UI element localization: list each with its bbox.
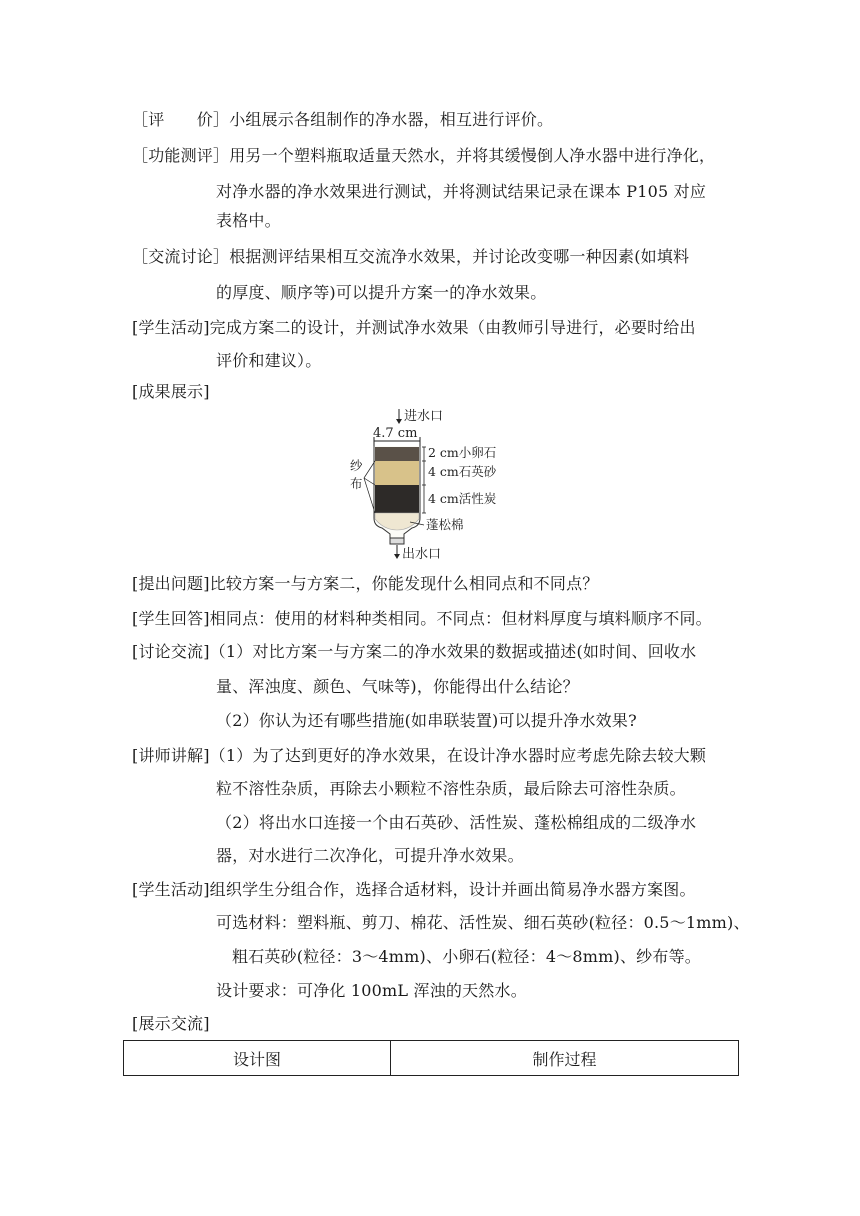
text-line: 器，对水进行二次净化，可提升净水效果。 (216, 846, 524, 865)
outlet-label: 出水口 (402, 547, 442, 562)
layer2-label: 4 cm石英砂 (428, 464, 497, 479)
text-line: 粗石英砂(粒径：3～4mm)、小卵石(粒径：4～8mm)、纱布等。 (232, 947, 701, 966)
water-filter-figure (340, 406, 510, 566)
text-line: ［功能测评］用另一个塑料瓶取适量天然水，并将其缓慢倒人净水器中进行净化， (132, 146, 716, 165)
inlet-label: 进水口 (404, 409, 444, 424)
table-header-process: 制作过程 (391, 1041, 739, 1076)
text-line: [学生活动]组织学生分组合作，选择合适材料，设计并画出简易净水器方案图。 (132, 880, 696, 899)
width-label: 4.7 cm (373, 426, 418, 441)
text-line: [提出问题]比较方案一与方案二，你能发现什么相同点和不同点？ (132, 574, 599, 593)
table-header-design: 设计图 (124, 1041, 391, 1076)
section-heading: [展示交流] (132, 1014, 210, 1033)
text-line: （2）将出水口连接一个由石英砂、活性炭、蓬松棉组成的二级净水 (216, 813, 697, 832)
cotton-label: 蓬松棉 (426, 517, 464, 532)
text-line: [学生回答]相同点：使用的材料种类相同。不同点：但材料厚度与填料顺序不同。 (132, 609, 712, 628)
text-line: [学生活动]完成方案二的设计，并测试净水效果（由教师引导进行，必要时给出 (132, 318, 696, 337)
text-line: 的厚度、顺序等)可以提升方案一的净水效果。 (216, 283, 547, 302)
text-line: [讲师讲解]（1）为了达到更好的净水效果，在设计净水器时应考虑先除去较大颗 (132, 746, 707, 765)
text-line: ［交流讨论］根据测评结果相互交流净水效果，并讨论改变哪一种因素(如填料 (132, 247, 690, 266)
display-table (123, 1040, 739, 1076)
layer1-label: 2 cm小卵石 (428, 445, 497, 460)
gauze-label-2: 布 (350, 476, 363, 491)
text-line: 设计要求：可净化 100mL 浑浊的天然水。 (216, 981, 527, 1000)
section-heading: [成果展示] (132, 382, 210, 401)
text-line: 粒不溶性杂质，再除去小颗粒不溶性杂质，最后除去可溶性杂质。 (216, 779, 686, 798)
text-line: （2）你认为还有哪些措施(如串联装置)可以提升净水效果? (216, 711, 637, 730)
text-line: 对净水器的净水效果进行测试，并将测试结果记录在课本 P105 对应 (216, 182, 707, 201)
charcoal-layer (375, 485, 419, 513)
text-line: 评价和建议）。 (216, 351, 322, 370)
pebble-layer (375, 447, 419, 461)
text-line: 可选材料：塑料瓶、剪刀、棉花、活性炭、细石英砂(粒径：0.5～1mm)、 (216, 913, 750, 932)
table-header-row (124, 1041, 739, 1076)
text-line: ［评 价］小组展示各组制作的净水器，相互进行评价。 (132, 110, 554, 129)
gauze-label-1: 纱 (350, 458, 363, 473)
layer3-label: 4 cm活性炭 (428, 491, 497, 506)
text-line: 量、浑浊度、颜色、气味等)，你能得出什么结论？ (216, 677, 579, 696)
sand-layer (375, 461, 419, 485)
text-line: [讨论交流]（1）对比方案一与方案二的净水效果的数据或描述(如时间、回收水 (132, 642, 697, 661)
text-line: 表格中。 (216, 211, 281, 230)
